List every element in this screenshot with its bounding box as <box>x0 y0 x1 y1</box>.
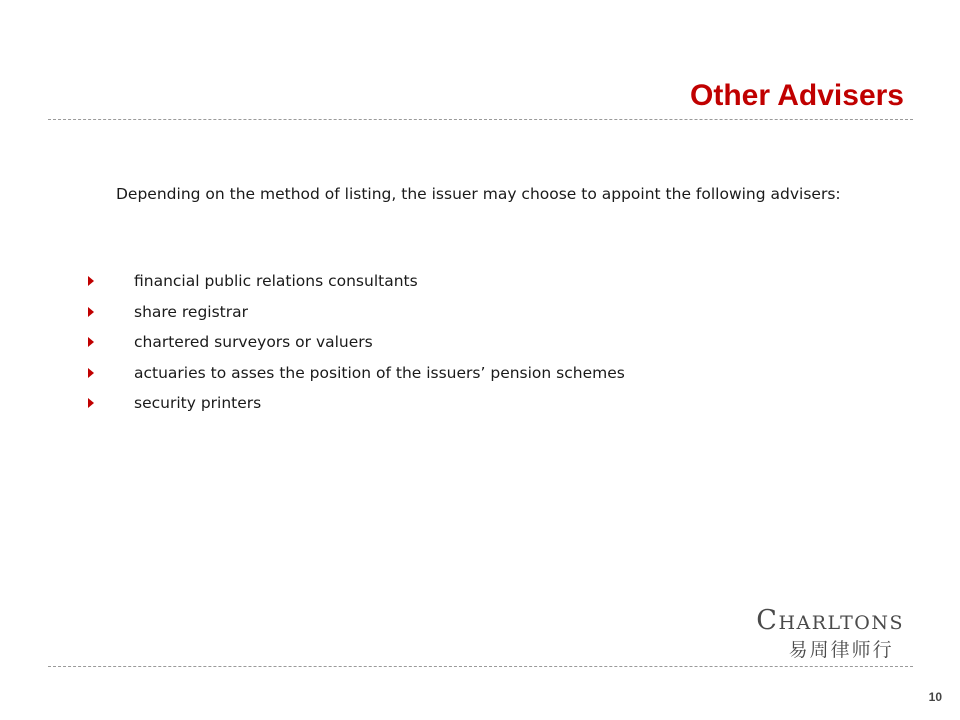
title-divider <box>48 119 913 120</box>
slide-title: Other Advisers <box>690 79 904 112</box>
list-item-text: share registrar <box>134 302 249 321</box>
triangle-bullet-icon <box>88 368 94 378</box>
logo-english-name: Charltons <box>756 605 904 636</box>
triangle-bullet-icon <box>88 398 94 408</box>
page-number: 10 <box>928 690 942 704</box>
charltons-logo <box>756 604 904 662</box>
logo-chinese-name: 易周律师行 <box>788 639 894 661</box>
list-item-text: financial public relations consultants <box>134 272 418 290</box>
footer-divider <box>48 666 913 667</box>
intro-paragraph: Depending on the method of listing, the issuer may choose to appoint the following advisers: <box>116 185 841 203</box>
triangle-bullet-icon <box>88 276 94 286</box>
list-item-text: chartered surveyors or valuers <box>134 333 373 351</box>
triangle-bullet-icon <box>88 307 94 317</box>
list-item-text: security printers <box>134 394 262 412</box>
triangle-bullet-icon <box>88 337 94 347</box>
list-item-text: actuaries to asses the position of the issuers’ pension schemes <box>134 363 625 382</box>
